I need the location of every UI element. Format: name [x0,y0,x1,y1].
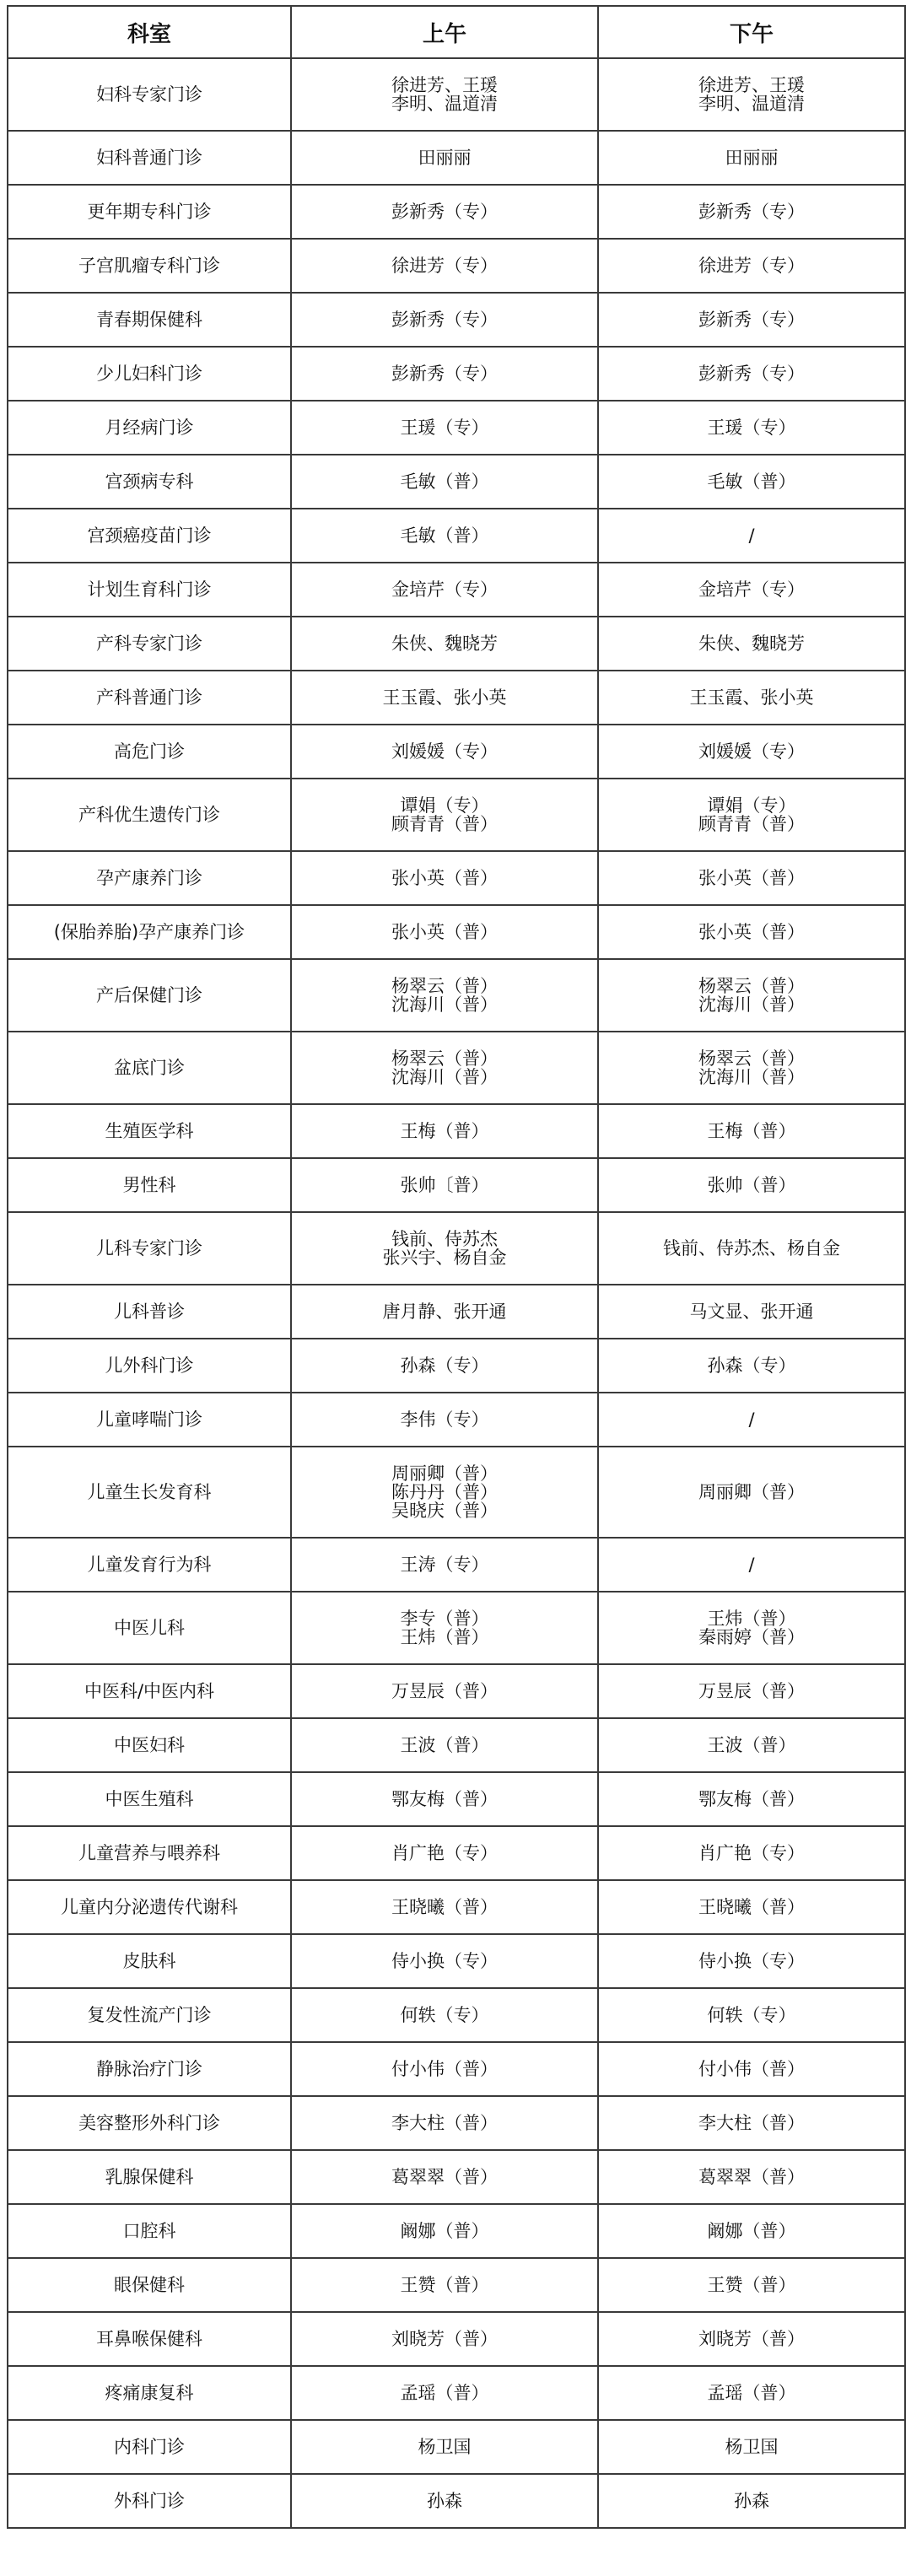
morning-cell [291,2366,598,2420]
doctor-line: 何轶（专） [400,2005,489,2025]
doctor-line: 阚娜（普） [400,2221,489,2241]
doctor-line: 彭新秀（专） [391,202,498,222]
doctor-line: 葛翠翠（普） [391,2167,498,2187]
morning-cell [291,1032,598,1104]
doctor-line: 王波（普） [400,1735,489,1755]
doctor-line: 彭新秀（专） [391,310,498,330]
morning-cell [291,1393,598,1447]
doctor-line: 沈海川（普） [391,1067,498,1087]
table-row [8,1880,905,1934]
morning-cell [291,1447,598,1538]
doctor-line: 田丽丽 [725,148,779,168]
dept-cell: 儿童内分泌遗传代谢科 [8,1880,291,1934]
table-row [8,347,905,401]
dept-cell: 口腔科 [8,2204,291,2258]
table-row [8,1393,905,1447]
morning-cell [291,905,598,959]
morning-cell [291,2474,598,2528]
afternoon-cell [598,2258,905,2312]
doctor-line: 李大柱（普） [698,2113,805,2133]
dept-cell: 静脉治疗门诊 [8,2042,291,2096]
table-row [8,1447,905,1538]
morning-cell [291,58,598,131]
doctor-line: 孟瑶（普） [707,2383,796,2403]
doctor-line: 孙森 [427,2491,462,2511]
afternoon-cell [598,2150,905,2204]
morning-cell [291,851,598,905]
morning-cell [291,1104,598,1158]
doctor-line: 沈海川（普） [698,994,805,1015]
dept-cell: 计划生育科门诊 [8,563,291,617]
morning-cell [291,509,598,563]
doctor-line: 杨翠云（普） [698,976,805,996]
doctor-line: 刘晓芳（普） [391,2329,498,2349]
doctor-line: 何轶（专） [707,2005,796,2025]
doctor-line: 张小英（普） [391,922,498,942]
schedule-body [8,58,905,2528]
doctor-line: 葛翠翠（普） [698,2167,805,2187]
dept-cell: 儿童营养与喂养科 [8,1826,291,1880]
schedule-table [7,5,906,2529]
dept-cell: 中医科/中医内科 [8,1664,291,1718]
morning-cell [291,1826,598,1880]
dept-cell: 产科普通门诊 [8,671,291,725]
table-row [8,1212,905,1285]
doctor-line: 彭新秀（专） [698,310,805,330]
morning-cell [291,2312,598,2366]
table-row [8,1538,905,1592]
doctor-line: 毛敏（普） [400,525,489,546]
doctor-line: 万昱辰（普） [391,1681,498,1701]
header-afternoon: 下午 [598,6,905,58]
dept-cell: 孕产康养门诊 [8,851,291,905]
morning-cell [291,2042,598,2096]
doctor-line: 王赞（普） [400,2275,489,2295]
doctor-line: 彭新秀（专） [698,364,805,384]
afternoon-cell [598,293,905,347]
morning-cell [291,1934,598,1988]
table-row [8,2258,905,2312]
afternoon-cell [598,1988,905,2042]
doctor-line: 杨翠云（普） [698,1048,805,1069]
table-row [8,2204,905,2258]
afternoon-cell [598,1393,905,1447]
afternoon-cell [598,563,905,617]
table-row [8,2312,905,2366]
doctor-line: 彭新秀（专） [391,364,498,384]
dept-cell: 儿童发育行为科 [8,1538,291,1592]
table-row [8,1592,905,1664]
morning-cell [291,131,598,185]
doctor-line: 付小伟（普） [698,2059,805,2079]
dept-cell: 儿童哮喘门诊 [8,1393,291,1447]
dept-cell: 宫颈病专科 [8,455,291,509]
morning-cell [291,2204,598,2258]
doctor-line: 李明、温道清 [698,94,805,114]
table-row [8,2096,905,2150]
afternoon-cell [598,1158,905,1212]
dept-cell: 疼痛康复科 [8,2366,291,2420]
doctor-line: 杨卫国 [418,2437,472,2457]
afternoon-cell [598,1934,905,1988]
doctor-line: 阚娜（普） [707,2221,796,2241]
dept-cell: 盆底门诊 [8,1032,291,1104]
table-row [8,617,905,671]
doctor-line: 沈海川（普） [698,1067,805,1087]
afternoon-cell [598,131,905,185]
doctor-line: 秦雨婷（普） [698,1627,805,1647]
table-row [8,1988,905,2042]
table-row [8,131,905,185]
morning-cell [291,1880,598,1934]
morning-cell [291,455,598,509]
doctor-line: 徐进芳、王瑗 [698,75,805,95]
doctor-line: 鄂友梅（普） [698,1789,805,1809]
table-row [8,1285,905,1339]
afternoon-cell [598,1212,905,1285]
doctor-line: 万昱辰（普） [698,1681,805,1701]
table-row [8,779,905,851]
doctor-line: 孟瑶（普） [400,2383,489,2403]
dept-cell: 中医生殖科 [8,1772,291,1826]
morning-cell [291,239,598,293]
afternoon-cell [598,671,905,725]
doctor-line: 彭新秀（专） [698,202,805,222]
doctor-line: / [748,525,755,546]
dept-cell: 皮肤科 [8,1934,291,1988]
doctor-line: / [748,1409,755,1430]
table-row [8,1032,905,1104]
dept-cell: 青春期保健科 [8,293,291,347]
afternoon-cell [598,1104,905,1158]
morning-cell [291,2420,598,2474]
doctor-line: 顾青青（普） [391,814,498,834]
afternoon-cell [598,779,905,851]
morning-cell [291,1158,598,1212]
doctor-line: 王玉霞、张小英 [382,687,507,708]
doctor-line: 张小英（普） [698,868,805,888]
table-row [8,509,905,563]
afternoon-cell [598,2366,905,2420]
afternoon-cell [598,2474,905,2528]
doctor-line: 王晓曦（普） [698,1897,805,1917]
doctor-line: 吴晓庆（普） [391,1501,498,1521]
table-row [8,185,905,239]
doctor-line: 李伟（专） [400,1409,489,1430]
doctor-line: 王炜（普） [400,1627,489,1647]
doctor-line: 李明、温道清 [391,94,498,114]
table-row [8,1772,905,1826]
afternoon-cell [598,509,905,563]
doctor-line: 谭娟（专） [400,795,489,816]
table-row [8,2042,905,2096]
doctor-line: 孙森（专） [400,1355,489,1376]
afternoon-cell [598,2420,905,2474]
morning-cell [291,779,598,851]
table-row [8,1158,905,1212]
table-row [8,671,905,725]
doctor-line: 王瑗（专） [400,418,489,438]
doctor-line: 徐进芳（专） [698,256,805,276]
doctor-line: 刘晓芳（普） [698,2329,805,2349]
dept-cell: 复发性流产门诊 [8,1988,291,2042]
morning-cell [291,185,598,239]
afternoon-cell [598,905,905,959]
dept-cell: 美容整形外科门诊 [8,2096,291,2150]
dept-cell: 儿科专家门诊 [8,1212,291,1285]
morning-cell [291,617,598,671]
table-row [8,293,905,347]
doctor-line: 李专（普） [400,1609,489,1629]
table-row [8,2420,905,2474]
doctor-line: 张小英（普） [391,868,498,888]
morning-cell [291,401,598,455]
doctor-line: 周丽卿（普） [391,1463,498,1484]
dept-cell: 儿童生长发育科 [8,1447,291,1538]
afternoon-cell [598,2312,905,2366]
doctor-line: 刘媛媛（专） [698,741,805,762]
doctor-line: 王玉霞、张小英 [689,687,814,708]
afternoon-cell [598,185,905,239]
table-row [8,1934,905,1988]
table-row [8,1664,905,1718]
table-row [8,1339,905,1393]
dept-cell: 更年期专科门诊 [8,185,291,239]
dept-cell: 儿外科门诊 [8,1339,291,1393]
header-dept: 科室 [8,6,291,58]
afternoon-cell [598,2042,905,2096]
table-row [8,959,905,1032]
morning-cell [291,1212,598,1285]
doctor-line: 周丽卿（普） [698,1482,805,1502]
afternoon-cell [598,401,905,455]
dept-cell: 少儿妇科门诊 [8,347,291,401]
afternoon-cell [598,1664,905,1718]
doctor-line: / [748,1555,755,1575]
doctor-line: 鄂友梅（普） [391,1789,498,1809]
doctor-line: 陈丹丹（普） [391,1482,498,1502]
doctor-line: 徐进芳、王瑗 [391,75,498,95]
doctor-line: 侍小换（专） [391,1951,498,1971]
table-row [8,905,905,959]
doctor-line: 王波（普） [707,1735,796,1755]
doctor-line: 杨翠云（普） [391,976,498,996]
doctor-line: 杨卫国 [725,2437,779,2457]
morning-cell [291,1664,598,1718]
morning-cell [291,293,598,347]
doctor-line: 王涛（专） [400,1555,489,1575]
afternoon-cell [598,58,905,131]
afternoon-cell [598,1538,905,1592]
doctor-line: 侍小换（专） [698,1951,805,1971]
doctor-line: 肖广艳（专） [698,1843,805,1863]
morning-cell [291,1772,598,1826]
morning-cell [291,563,598,617]
dept-cell: 宫颈癌疫苗门诊 [8,509,291,563]
dept-cell: 眼保健科 [8,2258,291,2312]
table-row [8,2150,905,2204]
afternoon-cell [598,1339,905,1393]
afternoon-cell [598,1826,905,1880]
dept-cell: 乳腺保健科 [8,2150,291,2204]
dept-cell: 妇科普通门诊 [8,131,291,185]
doctor-line: 金培芹（专） [698,579,805,600]
afternoon-cell [598,455,905,509]
doctor-line: 毛敏（普） [707,472,796,492]
doctor-line: 唐月静、张开通 [382,1301,507,1322]
afternoon-cell [598,1718,905,1772]
dept-cell: 儿科普诊 [8,1285,291,1339]
doctor-line: 谭娟（专） [707,795,796,816]
doctor-line: 张帅（普） [707,1175,796,1195]
dept-cell: 月经病门诊 [8,401,291,455]
doctor-line: 钱前、侍苏杰 [391,1229,498,1249]
doctor-line: 张兴宇、杨自金 [382,1248,507,1268]
doctor-line: 徐进芳（专） [391,256,498,276]
dept-cell: 中医儿科 [8,1592,291,1664]
doctor-line: 毛敏（普） [400,472,489,492]
table-row [8,725,905,779]
doctor-line: 张帅〔普） [400,1175,489,1195]
doctor-line: 肖广艳（专） [391,1843,498,1863]
afternoon-cell [598,959,905,1032]
morning-cell [291,1718,598,1772]
dept-cell: 产后保健门诊 [8,959,291,1032]
doctor-line: 张小英（普） [698,922,805,942]
doctor-line: 孙森 [734,2491,769,2511]
table-row [8,1826,905,1880]
header-morning: 上午 [291,6,598,58]
table-row [8,455,905,509]
header-row [8,6,905,58]
dept-cell: 子宫肌瘤专科门诊 [8,239,291,293]
dept-cell: 男性科 [8,1158,291,1212]
dept-cell: (保胎养胎)孕产康养门诊 [8,905,291,959]
table-row [8,563,905,617]
doctor-line: 王梅（普） [400,1121,489,1141]
doctor-line: 朱侠、魏晓芳 [391,633,498,654]
dept-cell: 妇科专家门诊 [8,58,291,131]
morning-cell [291,671,598,725]
doctor-line: 沈海川（普） [391,994,498,1015]
morning-cell [291,1339,598,1393]
dept-cell: 外科门诊 [8,2474,291,2528]
morning-cell [291,2150,598,2204]
dept-cell: 耳鼻喉保健科 [8,2312,291,2366]
morning-cell [291,1285,598,1339]
doctor-line: 李大柱（普） [391,2113,498,2133]
table-row [8,401,905,455]
morning-cell [291,347,598,401]
doctor-line: 孙森（专） [707,1355,796,1376]
dept-cell: 生殖医学科 [8,1104,291,1158]
table-row [8,1718,905,1772]
doctor-line: 王晓曦（普） [391,1897,498,1917]
afternoon-cell [598,347,905,401]
morning-cell [291,2258,598,2312]
afternoon-cell [598,239,905,293]
doctor-line: 朱侠、魏晓芳 [698,633,805,654]
doctor-line: 王赞（普） [707,2275,796,2295]
table-row [8,2474,905,2528]
doctor-line: 王梅（普） [707,1121,796,1141]
morning-cell [291,2096,598,2150]
dept-cell: 产科专家门诊 [8,617,291,671]
doctor-line: 钱前、侍苏杰、杨自金 [663,1238,840,1258]
table-row [8,2366,905,2420]
morning-cell [291,1538,598,1592]
doctor-line: 顾青青（普） [698,814,805,834]
afternoon-cell [598,1447,905,1538]
afternoon-cell [598,2204,905,2258]
dept-cell: 中医妇科 [8,1718,291,1772]
doctor-line: 王瑗（专） [707,418,796,438]
afternoon-cell [598,851,905,905]
schedule-sheet [7,5,904,2529]
doctor-line: 刘媛媛（专） [391,741,498,762]
doctor-line: 田丽丽 [418,148,472,168]
afternoon-cell [598,2096,905,2150]
table-row [8,1104,905,1158]
dept-cell: 内科门诊 [8,2420,291,2474]
doctor-line: 王炜（普） [707,1609,796,1629]
afternoon-cell [598,1772,905,1826]
morning-cell [291,959,598,1032]
morning-cell [291,725,598,779]
doctor-line: 付小伟（普） [391,2059,498,2079]
table-row [8,851,905,905]
afternoon-cell [598,617,905,671]
morning-cell [291,1592,598,1664]
afternoon-cell [598,1592,905,1664]
table-row [8,239,905,293]
morning-cell [291,1988,598,2042]
doctor-line: 马文显、张开通 [689,1301,814,1322]
afternoon-cell [598,725,905,779]
table-row [8,58,905,131]
afternoon-cell [598,1285,905,1339]
dept-cell: 高危门诊 [8,725,291,779]
afternoon-cell [598,1032,905,1104]
doctor-line: 金培芹（专） [391,579,498,600]
dept-cell: 产科优生遗传门诊 [8,779,291,851]
doctor-line: 杨翠云（普） [391,1048,498,1069]
afternoon-cell [598,1880,905,1934]
